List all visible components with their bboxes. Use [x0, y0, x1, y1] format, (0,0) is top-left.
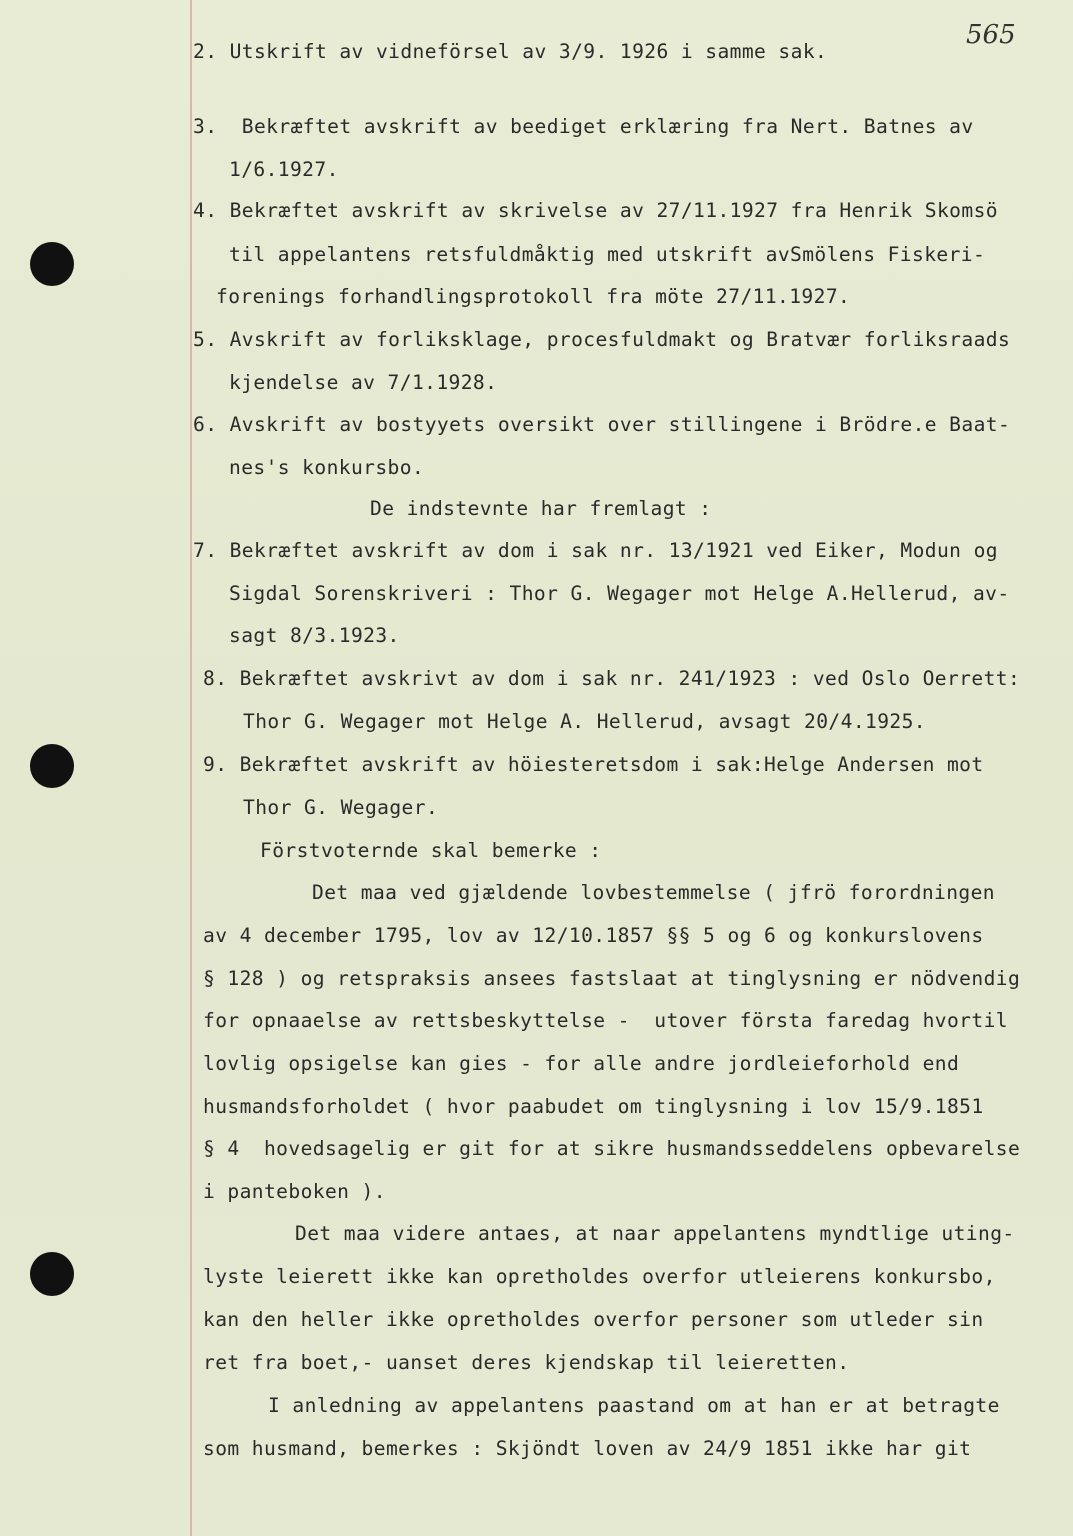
text-line: Thor G. Wegager mot Helge A. Hellerud, avsagt 20/4.1925. — [243, 710, 926, 733]
text-line: 5. Avskrift av forliksklage, procesfuldmakt og Bratvær forliksraads — [193, 328, 1011, 351]
text-line: De indstevnte har fremlagt : — [370, 497, 712, 520]
text-line: Sigdal Sorenskriveri : Thor G. Wegager mot Helge A.Hellerud, av- — [229, 582, 1010, 605]
text-line: § 4 hovedsagelig er git for at sikre husmandsseddelens opbevarelse — [203, 1137, 1021, 1160]
text-line: lovlig opsigelse kan gies - for alle andre jordleieforhold end — [203, 1052, 960, 1075]
punch-hole-top — [30, 242, 74, 286]
text-line: 9. Bekræftet avskrift av höiesteretsdom i sak:Helge Andersen mot — [203, 753, 984, 776]
text-line: 8. Bekræftet avskrivt av dom i sak nr. 241/1923 : ved Oslo Oerrett: — [203, 667, 1021, 690]
text-line: 2. Utskrift av vidneförsel av 3/9. 1926 i samme sak. — [193, 40, 828, 63]
text-line: § 128 ) og retspraksis ansees fastslaat at tinglysning er nödvendig — [203, 967, 1021, 990]
text-line: Det maa ved gjældende lovbestemmelse ( jfrö forordningen — [312, 881, 995, 904]
text-line: Förstvoternde skal bemerke : — [260, 839, 602, 862]
text-line: 1/6.1927. — [229, 158, 339, 181]
text-line: kan den heller ikke opretholdes overfor personer som utleder sin — [203, 1308, 984, 1331]
text-line: av 4 december 1795, lov av 12/10.1857 §§ 5 og 6 og konkurslovens — [203, 924, 984, 947]
text-line: Det maa videre antaes, at naar appelantens myndtlige uting- — [295, 1222, 1015, 1245]
text-line: 7. Bekræftet avskrift av dom i sak nr. 13/1921 ved Eiker, Modun og — [193, 539, 998, 562]
text-line: forenings forhandlingsprotokoll fra möte 27/11.1927. — [216, 285, 851, 308]
text-line: 6. Avskrift av bostyyets oversikt over stillingene i Brödre.e Baat- — [193, 413, 1011, 436]
text-line: sagt 8/3.1923. — [229, 624, 400, 647]
page-number: 565 — [966, 20, 1016, 50]
text-line: for opnaaelse av rettsbeskyttelse - utover första faredag hvortil — [203, 1009, 1008, 1032]
text-line: husmandsforholdet ( hvor paabudet om tinglysning i lov 15/9.1851 — [203, 1095, 984, 1118]
text-line: I anledning av appelantens paastand om at han er at betragte — [268, 1394, 1000, 1417]
text-line: Thor G. Wegager. — [243, 796, 439, 819]
punch-hole-middle — [30, 744, 74, 788]
text-line: kjendelse av 7/1.1928. — [229, 371, 498, 394]
margin-line — [190, 0, 192, 1536]
text-line: nes's konkursbo. — [229, 456, 425, 479]
text-line: lyste leierett ikke kan opretholdes overfor utleierens konkursbo, — [203, 1265, 996, 1288]
text-line: til appelantens retsfuldmåktig med utskrift avSmölens Fiskeri- — [229, 243, 986, 266]
text-line: 3. Bekræftet avskrift av beediget erklæring fra Nert. Batnes av — [193, 115, 974, 138]
text-line: i panteboken ). — [203, 1180, 386, 1203]
text-line: ret fra boet,- uanset deres kjendskap til leieretten. — [203, 1351, 850, 1374]
punch-hole-bottom — [30, 1252, 74, 1296]
text-line: som husmand, bemerkes : Skjöndt loven av 24/9 1851 ikke har git — [203, 1437, 972, 1460]
text-line: 4. Bekræftet avskrift av skrivelse av 27/11.1927 fra Henrik Skomsö — [193, 199, 998, 222]
